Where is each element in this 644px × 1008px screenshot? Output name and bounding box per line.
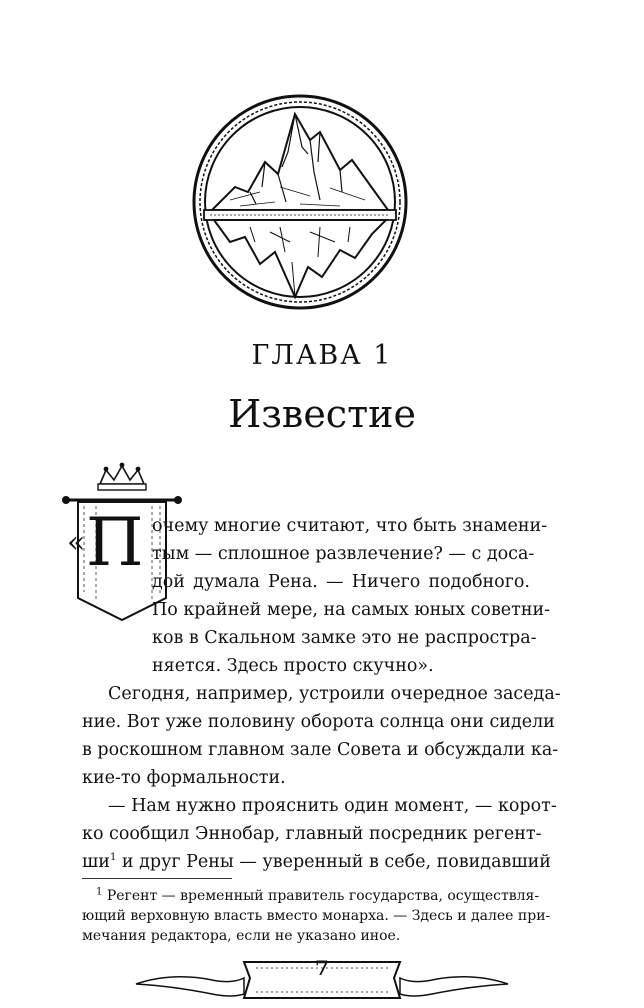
body-line: ние. Вот уже половину оборота солнца они сидели [82,712,555,732]
body-line: дой думала Рена. — Ничего подобного. [152,572,530,592]
body-line: кие-то формальности. [82,768,286,788]
footnote-line: мечания редактора, если не указано иное. [82,928,401,944]
footnote-line: ющий верховную власть вместо монарха. — Здесь и далее при- [82,908,551,924]
body-line: тым — сплошное развлечение? — с доса- [152,544,535,564]
body-line: няется. Здесь просто скучно». [152,656,434,676]
body-line: $ши^1$ и друг Рены — уверенный в себе, повидавший [82,852,551,872]
body-line: ко сообщил Эннобар, главный посредник регент- [82,824,542,844]
mountain-emblem-icon [190,92,410,312]
footnote-ref[interactable]: 1 [109,852,117,864]
chapter-label: ГЛАВА 1 [251,340,393,371]
body-line: ков в Скальном замке это не распростра- [152,628,537,648]
footnote-divider [82,878,232,879]
page-number: 7 [315,956,329,980]
body-line: очему многие считают, что быть знамени- [152,516,548,536]
body-line: Сегодня, например, устроили очередное заседа- [108,684,561,704]
dropcap-quote: « [67,525,86,560]
dropcap-letter: П [86,504,144,581]
body-line: По крайней мере, на самых юных советни- [152,600,551,620]
body-line: в роскошном главном зале Совета и обсуждали ка- [82,740,559,760]
footnote-line: $^1$ Регент — временный правитель государства, осуществля- [96,886,540,904]
body-line: — Нам нужно прояснить один момент, — корот- [108,796,557,816]
chapter-title: Известие [228,392,416,436]
